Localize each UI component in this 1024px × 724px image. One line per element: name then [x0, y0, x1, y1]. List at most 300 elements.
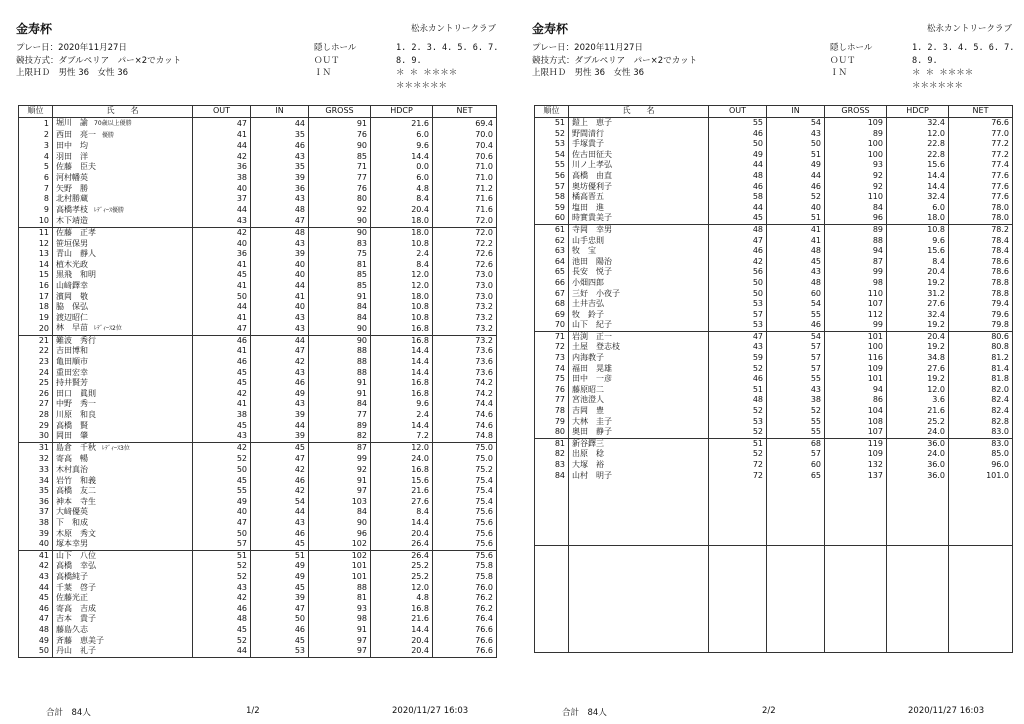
gross-cell: 101 [309, 572, 371, 583]
hdcp-cell: 12.0 [371, 442, 433, 454]
empty-cell [569, 641, 709, 652]
player-name: 吉田博和 [56, 346, 88, 356]
player-name: 堀川 諭 [56, 118, 88, 127]
in-cell: 42 [251, 465, 309, 476]
player-name: 川原 和良 [56, 410, 96, 420]
table-row [535, 438, 1013, 449]
rank-cell: 7 [19, 184, 53, 195]
play-date: プレー日：2020年11月27日 [16, 43, 127, 53]
player-name-cell [53, 572, 193, 583]
hdcp-cell: 27.6 [887, 299, 949, 310]
table-row [535, 182, 1013, 193]
hdcp-cell: 14.4 [371, 152, 433, 163]
hdcp-cell: 7.2 [371, 431, 433, 442]
gross-cell: 84 [309, 507, 371, 518]
empty-cell [825, 492, 887, 503]
in-cell: 57 [767, 364, 825, 375]
out-cell: 47 [193, 323, 251, 335]
hdcp-cell: 14.4 [371, 518, 433, 529]
hdcp-cell: 2.4 [371, 410, 433, 421]
in-cell: 44 [251, 421, 309, 432]
player-name-cell [53, 141, 193, 152]
empty-cell [709, 641, 767, 652]
empty-cell [887, 599, 949, 610]
in-cell: 51 [251, 550, 309, 561]
in-cell: 42 [251, 357, 309, 368]
empty-row [535, 481, 1013, 492]
player-name: 島倉 千秋 [56, 442, 96, 452]
rank-cell: 80 [535, 427, 569, 438]
player-name: 山下 八位 [56, 550, 96, 560]
table-row [19, 636, 497, 647]
player-name: 田中 一彦 [572, 374, 612, 384]
out-cell: 52 [709, 449, 767, 460]
gross-cell: 81 [309, 593, 371, 604]
player-name: 新谷鐸三 [572, 438, 604, 448]
out-cell: 50 [709, 278, 767, 289]
gross-cell: 89 [825, 129, 887, 140]
table-row [535, 236, 1013, 247]
out-cell: 41 [193, 313, 251, 324]
empty-cell [535, 578, 569, 589]
gross-cell: 77 [309, 410, 371, 421]
table-row [535, 267, 1013, 278]
gross-cell: 89 [825, 224, 887, 235]
hdcp-cell: 4.8 [371, 184, 433, 195]
hdcp-cell: 16.8 [371, 323, 433, 335]
out-cell: 45 [193, 368, 251, 379]
player-name-cell [569, 289, 709, 300]
rank-cell: 2 [19, 130, 53, 142]
empty-cell [709, 599, 767, 610]
in-cell: 47 [251, 346, 309, 357]
player-name-cell [53, 118, 193, 130]
player-name: 塚本幸男 [56, 539, 88, 549]
hdcp-cell: 31.2 [887, 289, 949, 300]
hdcp-cell: 4.8 [371, 593, 433, 604]
player-name-cell [569, 471, 709, 482]
gross-cell: 102 [309, 539, 371, 550]
rank-cell: 84 [535, 471, 569, 482]
table-row [535, 192, 1013, 203]
player-name: 大﨑優英 [56, 507, 88, 517]
gross-cell: 91 [309, 378, 371, 389]
empty-cell [535, 513, 569, 524]
empty-cell [767, 545, 825, 556]
net-cell: 75.4 [433, 486, 497, 497]
table-row [19, 421, 497, 432]
out-cell: 49 [709, 150, 767, 161]
player-name-cell [569, 449, 709, 460]
player-name-cell [53, 281, 193, 292]
hdcp-cell: 14.4 [887, 171, 949, 182]
player-name-cell [569, 139, 709, 150]
gross-cell: 91 [309, 476, 371, 487]
rank-cell: 61 [535, 224, 569, 235]
total-count: 合計 84人 [562, 708, 607, 718]
rank-cell: 43 [19, 572, 53, 583]
empty-cell [569, 513, 709, 524]
gross-cell: 92 [825, 182, 887, 193]
column-header: IN [767, 106, 825, 118]
net-cell: 76.2 [433, 604, 497, 615]
in-cell: 36 [251, 184, 309, 195]
out-cell: 52 [709, 427, 767, 438]
empty-cell [709, 534, 767, 545]
empty-cell [535, 620, 569, 631]
in-cell: 44 [251, 507, 309, 518]
player-name-cell [569, 299, 709, 310]
out-cell: 53 [709, 417, 767, 428]
table-row [19, 260, 497, 271]
table-row [535, 427, 1013, 438]
gross-cell: 92 [309, 205, 371, 217]
table-row [535, 460, 1013, 471]
in-cell: 46 [251, 378, 309, 389]
out-cell: 41 [193, 281, 251, 292]
net-cell: 81.4 [949, 364, 1013, 375]
empty-cell [767, 502, 825, 513]
award-note: 70歳以上優勝 [94, 120, 132, 127]
table-row [535, 246, 1013, 257]
player-name-cell [53, 368, 193, 379]
net-cell: 79.8 [949, 320, 1013, 331]
out-cell: 55 [193, 486, 251, 497]
award-note: ﾚﾃﾞｨｰｽ優勝 [94, 206, 125, 214]
table-row [535, 310, 1013, 321]
player-name-cell [53, 270, 193, 281]
empty-cell [767, 620, 825, 631]
in-cell: 40 [251, 270, 309, 281]
table-row [535, 299, 1013, 310]
in-cell: 54 [767, 299, 825, 310]
in-cell: 43 [251, 194, 309, 205]
empty-cell [825, 620, 887, 631]
out-cell: 44 [709, 203, 767, 214]
gross-cell: 116 [825, 353, 887, 364]
net-cell: 83.0 [949, 427, 1013, 438]
in-cell: 45 [767, 257, 825, 268]
player-name-cell [53, 476, 193, 487]
gross-cell: 85 [309, 270, 371, 281]
hdcp-cell: 8.4 [887, 257, 949, 268]
empty-cell [949, 492, 1013, 503]
net-cell: 81.2 [949, 353, 1013, 364]
table-row [535, 139, 1013, 150]
player-name-cell [569, 364, 709, 375]
rank-cell: 36 [19, 497, 53, 508]
player-name-cell [53, 465, 193, 476]
empty-cell [535, 492, 569, 503]
player-name-cell [53, 260, 193, 271]
net-cell: 74.2 [433, 378, 497, 389]
gross-cell: 103 [309, 497, 371, 508]
empty-cell [825, 481, 887, 492]
empty-cell [949, 534, 1013, 545]
empty-cell [825, 609, 887, 620]
in-cell: 45 [251, 442, 309, 454]
in-cell: 55 [767, 310, 825, 321]
hdcp-cell: 14.4 [887, 182, 949, 193]
rank-cell: 67 [535, 289, 569, 300]
table-row [19, 497, 497, 508]
hdcp-cell: 20.4 [887, 267, 949, 278]
player-name-cell [53, 550, 193, 561]
rank-cell: 40 [19, 539, 53, 550]
rank-cell: 63 [535, 246, 569, 257]
net-cell: 72.6 [433, 260, 497, 271]
empty-cell [887, 620, 949, 631]
table-row [19, 476, 497, 487]
player-name-cell [569, 310, 709, 321]
empty-row [535, 556, 1013, 567]
player-name-cell [53, 389, 193, 400]
net-cell: 73.6 [433, 368, 497, 379]
rank-cell: 77 [535, 395, 569, 406]
table-row [535, 171, 1013, 182]
out-cell: 36 [193, 162, 251, 173]
out-cell: 42 [193, 389, 251, 400]
hdcp-cell: 20.4 [371, 529, 433, 540]
in-cell: 55 [767, 427, 825, 438]
player-name-cell [53, 625, 193, 636]
net-cell: 79.4 [949, 299, 1013, 310]
player-name-cell [53, 249, 193, 260]
empty-cell [535, 567, 569, 578]
player-name-cell [569, 385, 709, 396]
gross-cell: 93 [309, 604, 371, 615]
net-cell: 73.2 [433, 313, 497, 324]
rank-cell: 33 [19, 465, 53, 476]
in-cell: 50 [251, 614, 309, 625]
net-cell: 81.8 [949, 374, 1013, 385]
hdcp-cell: 16.8 [371, 465, 433, 476]
player-name: 宮池澄人 [572, 395, 604, 405]
award-note: ﾚﾃﾞｨｰｽ2位 [94, 325, 122, 333]
player-name-cell [53, 583, 193, 594]
award-note: ﾚﾃﾞｨｰｽ3位 [102, 444, 130, 452]
hdcp-cell: 21.6 [371, 486, 433, 497]
in-cell: 49 [767, 160, 825, 171]
net-cell: 78.6 [949, 267, 1013, 278]
in-cell: 35 [251, 130, 309, 142]
table-row [19, 302, 497, 313]
player-name-cell [53, 539, 193, 550]
table-row [19, 227, 497, 238]
empty-cell [825, 502, 887, 513]
net-cell: 78.6 [949, 257, 1013, 268]
player-name: 高橋純子 [56, 571, 88, 581]
rank-cell: 24 [19, 368, 53, 379]
hdcp-cell: 12.0 [887, 129, 949, 140]
out-cell: 59 [709, 353, 767, 364]
player-name-cell [569, 182, 709, 193]
player-name-cell [569, 257, 709, 268]
hdcp-cell: 15.6 [371, 476, 433, 487]
hidden-hole-values [912, 42, 1024, 92]
player-name-cell [53, 497, 193, 508]
in-cell: 49 [251, 572, 309, 583]
empty-cell [949, 609, 1013, 620]
player-name: 藤島久志 [56, 624, 88, 634]
out-cell: 43 [709, 342, 767, 353]
gross-cell: 84 [825, 203, 887, 214]
rank-cell: 17 [19, 292, 53, 303]
gross-cell: 90 [309, 518, 371, 529]
in-cell: 35 [251, 162, 309, 173]
table-row [19, 205, 497, 217]
net-cell: 75.0 [433, 442, 497, 454]
gross-cell: 98 [309, 614, 371, 625]
in-cell: 57 [767, 353, 825, 364]
out-cell: 50 [709, 289, 767, 300]
net-cell: 71.0 [433, 162, 497, 173]
in-value: ＊＊＊＊＊＊ [396, 80, 448, 91]
empty-cell [535, 588, 569, 599]
out-cell: 45 [709, 213, 767, 224]
player-name: 山手忠則 [572, 235, 604, 245]
empty-row [535, 513, 1013, 524]
player-name: 林 早苗 [56, 323, 88, 333]
hdcp-cell: 27.6 [887, 364, 949, 375]
gross-cell: 107 [825, 427, 887, 438]
rank-cell: 45 [19, 593, 53, 604]
in-cell: 41 [767, 236, 825, 247]
net-cell: 75.6 [433, 529, 497, 540]
hdcp-cell: 16.8 [371, 604, 433, 615]
player-name: 高橋 賢 [56, 420, 88, 430]
rank-cell: 32 [19, 454, 53, 465]
table-row [535, 406, 1013, 417]
rank-cell: 23 [19, 357, 53, 368]
column-header: OUT [709, 106, 767, 118]
gross-cell: 88 [309, 346, 371, 357]
player-name: 木村真治 [56, 465, 88, 474]
player-name: 時實貴美子 [572, 213, 612, 223]
hdcp-cell: 25.2 [887, 417, 949, 428]
empty-cell [535, 556, 569, 567]
player-name-cell [569, 171, 709, 182]
empty-cell [709, 609, 767, 620]
empty-cell [949, 631, 1013, 642]
in-cell: 43 [251, 152, 309, 163]
rank-cell: 31 [19, 442, 53, 454]
in-cell: 43 [767, 385, 825, 396]
out-cell: 44 [193, 141, 251, 152]
rank-cell: 21 [19, 335, 53, 346]
net-cell: 79.6 [949, 310, 1013, 321]
net-cell: 76.0 [433, 583, 497, 594]
gross-cell: 109 [825, 118, 887, 129]
gross-cell: 84 [309, 302, 371, 313]
out-cell: 45 [193, 476, 251, 487]
net-cell: 75.2 [433, 465, 497, 476]
in-cell: 46 [767, 320, 825, 331]
in-cell: 39 [251, 431, 309, 442]
empty-cell [767, 641, 825, 652]
hd-limit: 上限ＨＤ 男性 36 女性 36 [16, 68, 129, 78]
out-cell: 72 [709, 460, 767, 471]
rank-cell: 56 [535, 171, 569, 182]
empty-row [535, 567, 1013, 578]
gross-cell: 100 [825, 139, 887, 150]
out-cell: 42 [193, 152, 251, 163]
player-name-cell [569, 118, 709, 129]
gross-cell: 88 [309, 357, 371, 368]
player-name-cell [53, 346, 193, 357]
gross-cell: 75 [309, 249, 371, 260]
in-cell: 54 [767, 118, 825, 129]
player-name-cell [53, 302, 193, 313]
net-cell: 70.6 [433, 152, 497, 163]
hdcp-cell: 12.0 [371, 281, 433, 292]
in-cell: 47 [251, 454, 309, 465]
rank-cell: 27 [19, 399, 53, 410]
empty-cell [949, 513, 1013, 524]
table-row [535, 278, 1013, 289]
empty-cell [709, 556, 767, 567]
player-name-cell [569, 203, 709, 214]
table-row [19, 410, 497, 421]
table-row [535, 118, 1013, 129]
player-name: 山村 明子 [572, 470, 612, 480]
player-name: 西田 亮一 [56, 129, 96, 139]
table-row [535, 471, 1013, 482]
player-name: 岩渕 正一 [572, 331, 612, 341]
gross-cell: 83 [309, 239, 371, 250]
hdcp-cell: 14.4 [371, 625, 433, 636]
table-row [19, 249, 497, 260]
player-name-cell [569, 460, 709, 471]
empty-cell [535, 524, 569, 535]
hdcp-cell: 26.4 [371, 539, 433, 550]
player-name: 大塚 裕 [572, 460, 604, 469]
in-cell: 53 [251, 646, 309, 657]
player-name: 亀田順市 [56, 357, 88, 367]
player-name-cell [53, 378, 193, 389]
empty-cell [949, 502, 1013, 513]
gross-cell: 76 [309, 184, 371, 195]
out-cell: 44 [709, 160, 767, 171]
rank-cell: 83 [535, 460, 569, 471]
gross-cell: 91 [309, 625, 371, 636]
out-cell: 48 [709, 171, 767, 182]
net-cell: 73.2 [433, 302, 497, 313]
rank-cell: 34 [19, 476, 53, 487]
gross-cell: 100 [825, 342, 887, 353]
table-row [19, 270, 497, 281]
out-value: ＊ ＊ ＊＊＊＊ [396, 68, 458, 78]
out-cell: 57 [193, 539, 251, 550]
rank-cell: 26 [19, 389, 53, 400]
table-row [19, 431, 497, 442]
gross-cell: 109 [825, 364, 887, 375]
net-cell: 80.8 [949, 342, 1013, 353]
player-name-cell [569, 342, 709, 353]
hdcp-cell: 19.2 [887, 374, 949, 385]
club-name: 松永カントリークラブ [410, 24, 496, 34]
gross-cell: 97 [309, 486, 371, 497]
rank-cell: 20 [19, 323, 53, 335]
empty-cell [709, 620, 767, 631]
empty-cell [767, 524, 825, 535]
table-row [19, 173, 497, 184]
player-name: 植木光政 [56, 259, 88, 269]
hdcp-cell: 6.0 [887, 203, 949, 214]
table-row [535, 417, 1013, 428]
player-name: 岡田 肇 [56, 431, 88, 441]
net-cell: 72.6 [433, 249, 497, 260]
